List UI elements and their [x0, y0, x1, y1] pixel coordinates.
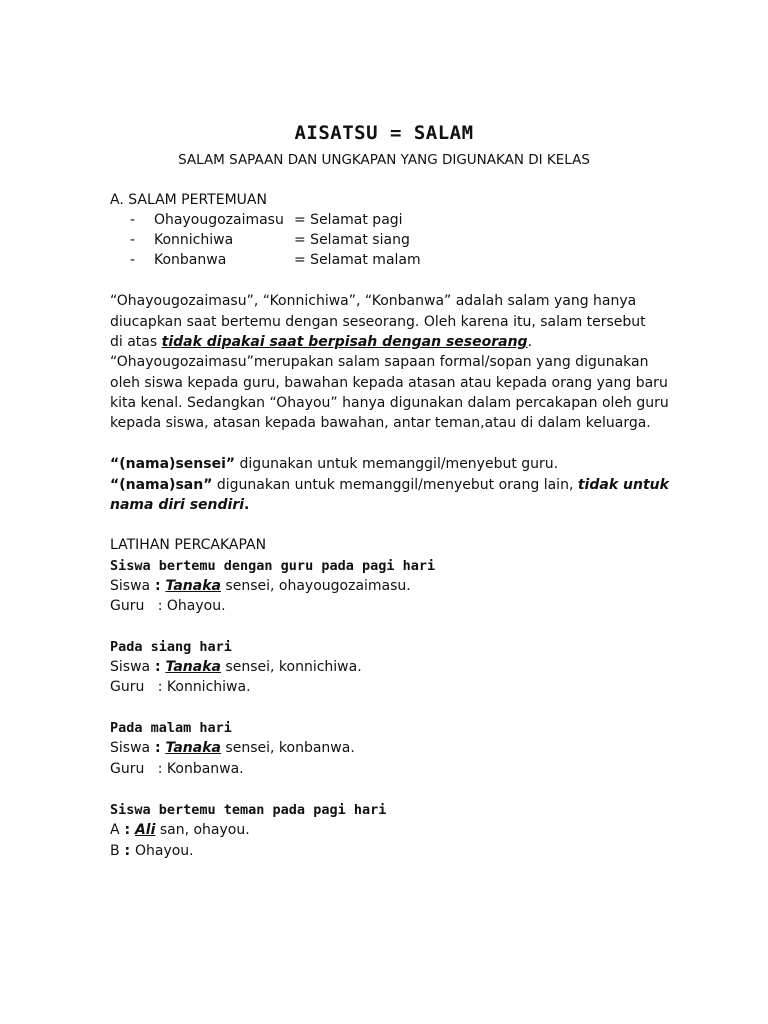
dialog-line [110, 738, 668, 758]
dialog-line [110, 576, 668, 596]
separator: : [150, 740, 166, 756]
speaker: Guru [110, 679, 145, 695]
separator: : [144, 679, 167, 695]
latihan-heading: LATIHAN PERCAKAPAN [110, 537, 267, 553]
paragraph-line: oleh siswa kepada guru, bawahan kepada atasan atau kepada orang yang baru [110, 375, 668, 391]
term-san: “(nama)san” [110, 477, 213, 493]
speaker: Siswa [110, 659, 151, 675]
dialog-line [110, 677, 668, 697]
emphasis-text: tidak dipakai saat berpisah dengan seseorang [161, 334, 528, 350]
dialog-text: Konbanwa. [166, 761, 244, 777]
sensei-usage [110, 454, 668, 474]
dialog-name: Tanaka [165, 578, 221, 594]
list-bullet: - [130, 212, 136, 228]
greeting-meaning: = Selamat pagi [294, 212, 403, 228]
dialog-title: Siswa bertemu teman pada pagi hari [110, 802, 387, 818]
dialog-name: Tanaka [165, 659, 221, 675]
greeting-item [110, 210, 668, 230]
speaker: Siswa [110, 740, 151, 756]
dialog-title: Pada malam hari [110, 720, 232, 736]
separator: : [144, 761, 167, 777]
paragraph-line: kita kenal. Sedangkan “Ohayou” hanya digunakan dalam percakapan oleh guru [110, 395, 669, 411]
paragraph-text: . [244, 497, 250, 513]
separator: : [119, 822, 135, 838]
dialog-text: san, ohayou. [155, 822, 250, 838]
term-sensei: “(nama)sensei” [110, 456, 236, 472]
dialog-text: sensei, ohayougozaimasu. [220, 578, 411, 594]
dialog-line [110, 657, 668, 677]
greeting-meaning: = Selamat siang [294, 232, 410, 248]
paragraph-line: “Ohayougozaimasu”merupakan salam sapaan formal/sopan yang digunakan [110, 354, 649, 370]
paragraph-line [110, 332, 668, 352]
greeting-item [110, 230, 668, 250]
greeting-word: Konnichiwa [154, 232, 234, 248]
greeting-item [110, 250, 668, 270]
page-title: AISATSU = SALAM [294, 122, 474, 144]
speaker: A [110, 822, 120, 838]
separator: : [150, 659, 166, 675]
paragraph-text: . [527, 334, 533, 350]
dialog-name: Tanaka [165, 740, 221, 756]
dialog-text: Ohayou. [134, 843, 194, 859]
greeting-meaning: = Selamat malam [294, 252, 421, 268]
dialog-text: sensei, konnichiwa. [220, 659, 362, 675]
greeting-word: Ohayougozaimasu [154, 212, 284, 228]
san-usage-cont [110, 495, 668, 515]
list-bullet: - [130, 252, 136, 268]
speaker: Guru [110, 598, 145, 614]
speaker: Siswa [110, 578, 151, 594]
separator: : [150, 578, 166, 594]
paragraph-line: kepada siswa, atasan kepada bawahan, antar teman,atau di dalam keluarga. [110, 415, 651, 431]
dialog-title: Pada siang hari [110, 639, 232, 655]
section-a-heading: A. SALAM PERTEMUAN [110, 192, 267, 208]
paragraph-line: “Ohayougozaimasu”, “Konnichiwa”, “Konbanwa” adalah salam yang hanya [110, 293, 637, 309]
paragraph-line: diucapkan saat bertemu dengan seseorang. Oleh karena itu, salam tersebut [110, 314, 646, 330]
dialog-line [110, 820, 668, 840]
dialog-line [110, 759, 668, 779]
emphasis-text: nama diri sendiri [110, 497, 245, 513]
speaker: Guru [110, 761, 145, 777]
paragraph-text: di atas [110, 334, 162, 350]
paragraph-text: digunakan untuk memanggil/menyebut orang lain, [212, 477, 578, 493]
dialog-line [110, 596, 668, 616]
san-usage [110, 475, 668, 495]
dialog-name: Ali [134, 822, 156, 838]
dialog-title: Siswa bertemu dengan guru pada pagi hari [110, 558, 436, 574]
dialog-line [110, 841, 668, 861]
dialog-text: Ohayou. [166, 598, 226, 614]
list-bullet: - [130, 232, 136, 248]
speaker: B [110, 843, 120, 859]
separator: : [119, 843, 135, 859]
dialog-text: Konnichiwa. [166, 679, 251, 695]
paragraph-text: digunakan untuk memanggil/menyebut guru. [235, 456, 559, 472]
page-subtitle: SALAM SAPAAN DAN UNGKAPAN YANG DIGUNAKAN DI KELAS [178, 152, 590, 168]
separator: : [144, 598, 167, 614]
dialog-text: sensei, konbanwa. [220, 740, 355, 756]
emphasis-text: tidak untuk [577, 477, 669, 493]
greeting-word: Konbanwa [154, 252, 227, 268]
